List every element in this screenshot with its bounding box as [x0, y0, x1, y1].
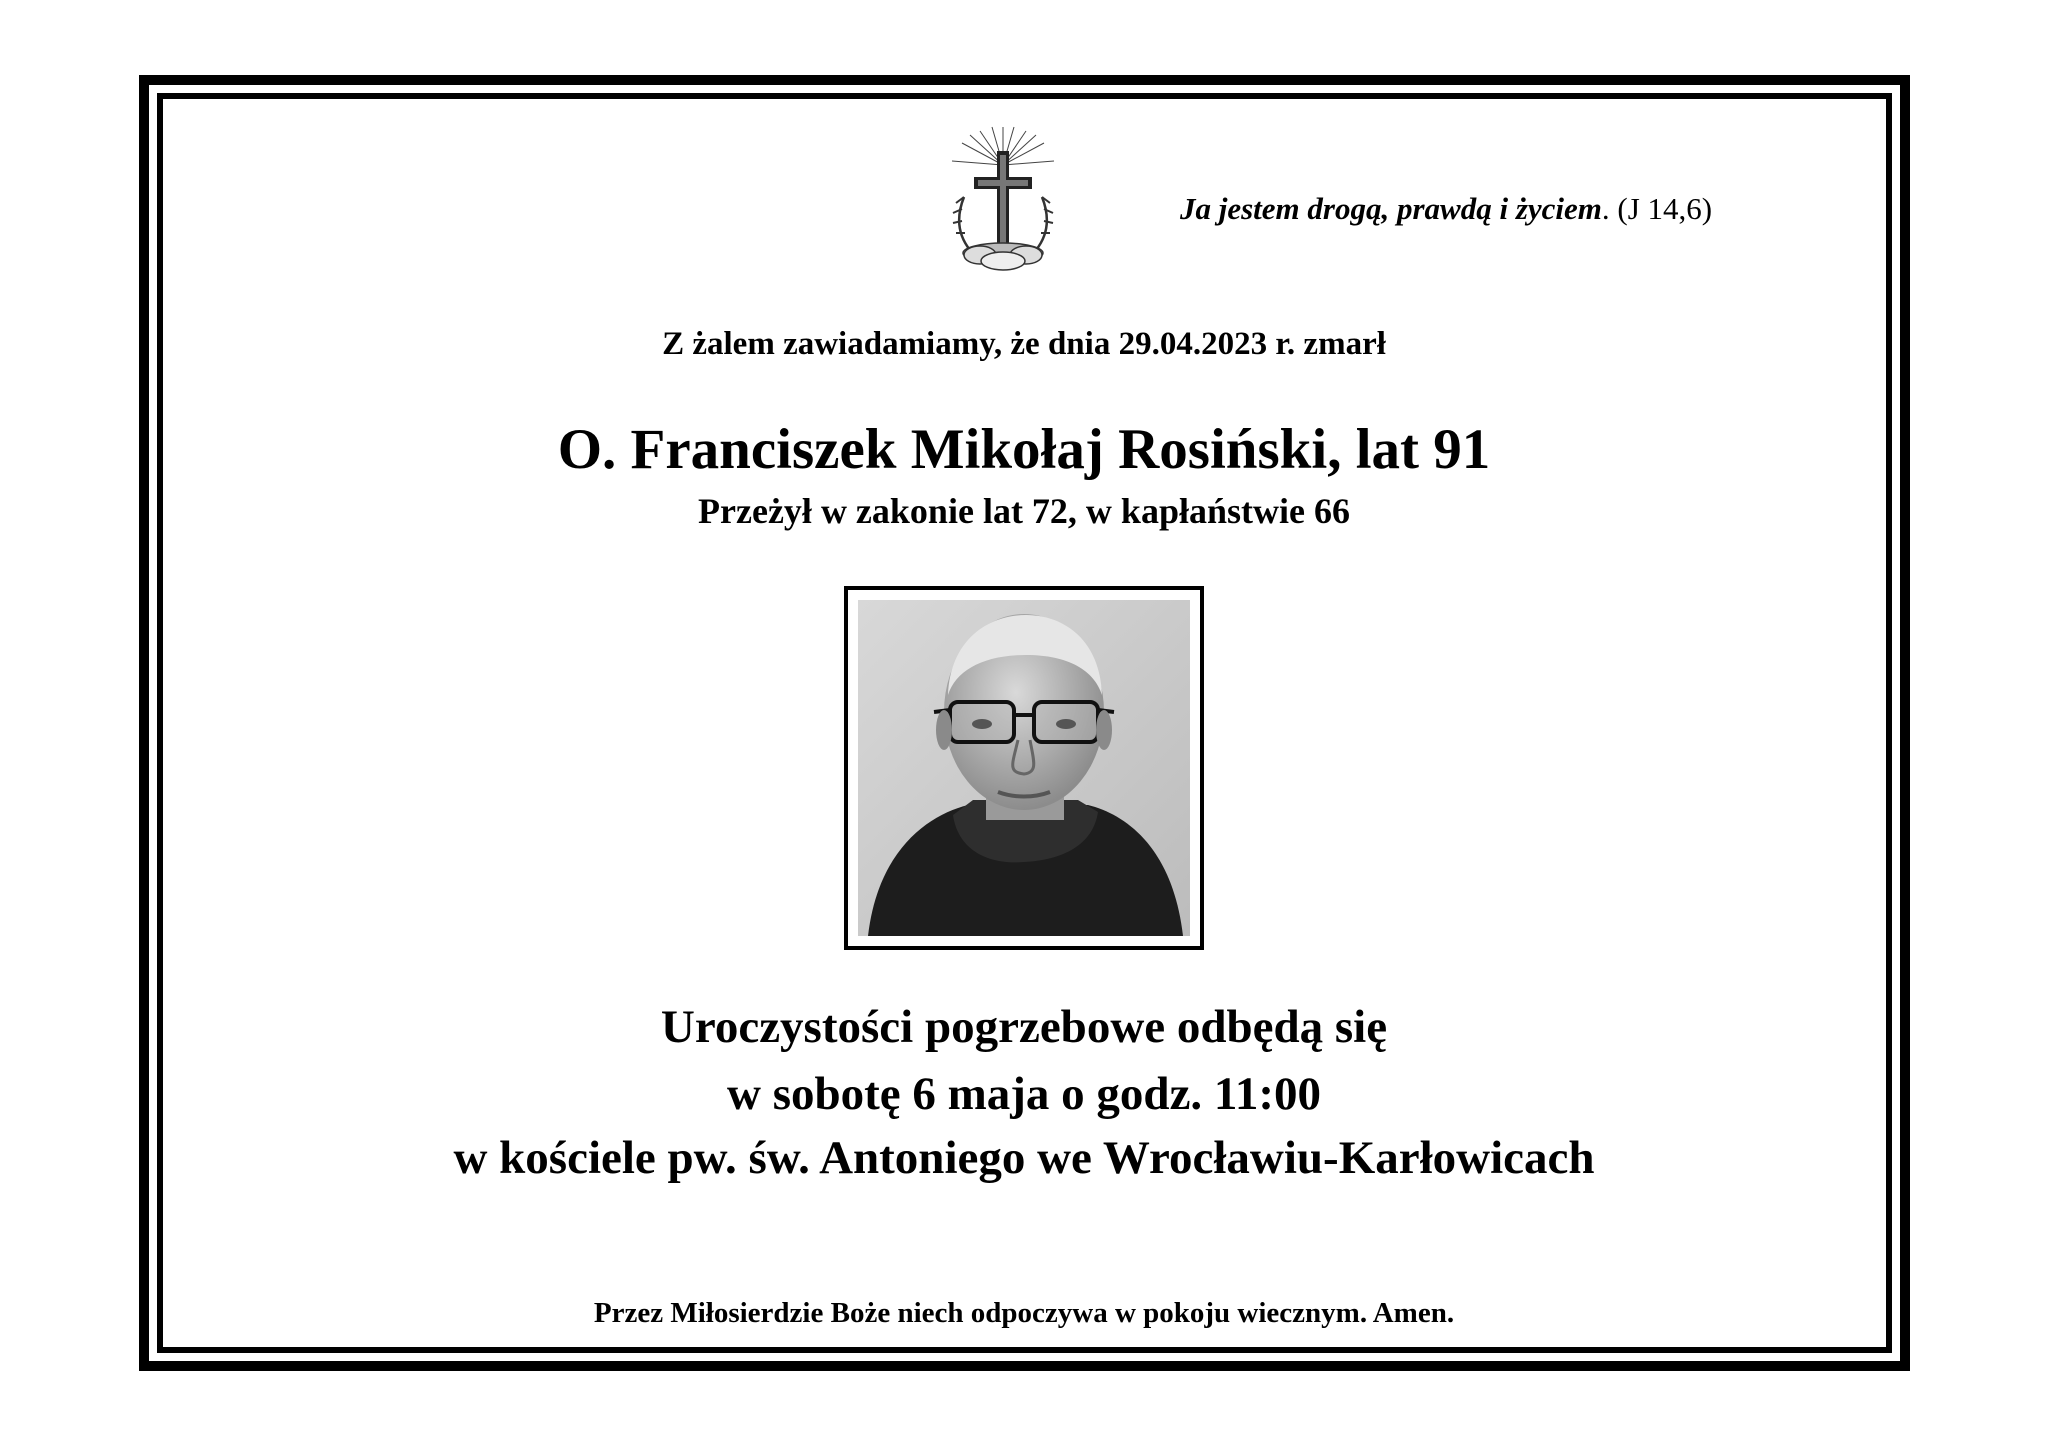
service-years: Przeżył w zakonie lat 72, w kapłaństwie 66: [698, 491, 1350, 531]
cross-emblem-icon: [940, 125, 1066, 275]
announcement-intro: Z żalem zawiadamiamy, że dnia 29.04.2023 r. zmarł: [662, 326, 1386, 362]
quote-text: Ja jestem drogą, prawdą i życiem: [1180, 191, 1602, 226]
scripture-quote: [1180, 191, 1712, 227]
funeral-line-1: Uroczystości pogrzebowe odbędą się: [660, 1001, 1388, 1053]
closing-prayer: Przez Miłosierdzie Boże niech odpoczywa w pokoju wiecznym. Amen.: [593, 1297, 1455, 1329]
funeral-line-2: w sobotę 6 maja o godz. 11:00: [727, 1068, 1321, 1120]
funeral-line-3: w kościele pw. św. Antoniego we Wrocławiu-Karłowicach: [453, 1132, 1595, 1184]
deceased-name: O. Franciszek Mikołaj Rosiński, lat 91: [557, 418, 1491, 481]
portrait-photo: [858, 600, 1190, 936]
quote-reference: . (J 14,6): [1601, 191, 1713, 226]
portrait-frame: [844, 586, 1204, 950]
